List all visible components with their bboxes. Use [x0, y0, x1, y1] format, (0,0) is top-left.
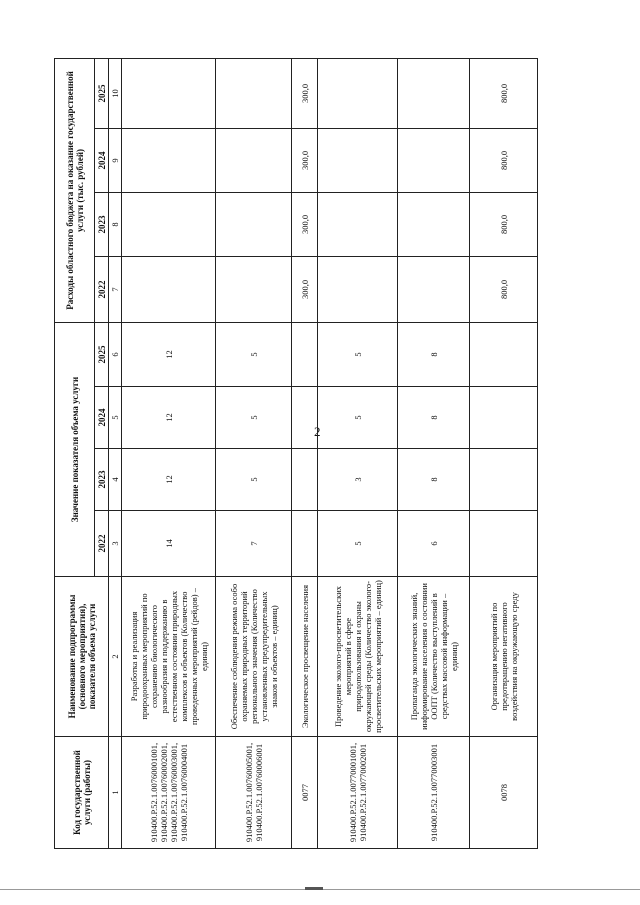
indicator-value: 6: [398, 511, 470, 577]
table-row: [470, 58, 538, 848]
year-header: 2025: [95, 58, 109, 128]
expense-value: [122, 192, 216, 256]
indicator-value: [292, 449, 318, 511]
indicator-value: 8: [398, 322, 470, 386]
expense-value: [318, 256, 398, 322]
column-numbers-row: [109, 58, 122, 848]
expense-value: 800,0: [470, 128, 538, 192]
column-number: 3: [109, 511, 122, 577]
indicator-value: [292, 511, 318, 577]
table-row: [216, 58, 292, 848]
indicator-value: 8: [398, 387, 470, 449]
indicator-value: [470, 322, 538, 386]
indicator-value: 5: [318, 511, 398, 577]
expense-value: 300,0: [292, 256, 318, 322]
column-number: 5: [109, 387, 122, 449]
indicator-value: 5: [318, 322, 398, 386]
expense-value: 800,0: [470, 256, 538, 322]
service-code: 910400.Р.52.1.00760005001, 910400.Р.52.1.00760006001: [216, 737, 292, 849]
indicator-value: 3: [318, 449, 398, 511]
indicator-name: Экологическое просвещение населения: [292, 577, 318, 737]
expense-value: [216, 192, 292, 256]
indicator-value: [470, 449, 538, 511]
year-header: 2022: [95, 256, 109, 322]
indicator-name: Проведение эколого-просветительских мероприятий в сфере природопользования и охраны окружающей среды (Количество эколого-просветительских мероприятий – единиц): [318, 577, 398, 737]
service-code: 0078: [470, 737, 538, 849]
table-row: [398, 58, 470, 848]
expense-value: [318, 58, 398, 128]
expense-value: [398, 256, 470, 322]
table-row: [292, 58, 318, 848]
code-header: Код государственной услуги (работы): [55, 737, 109, 849]
indicator-value: [470, 387, 538, 449]
service-code: 910400.Р.52.1.00770001001, 910400.Р.52.1.00770002001: [318, 737, 398, 849]
page-number: 2: [314, 424, 321, 439]
indicator-value: 12: [122, 387, 216, 449]
indicator-value: [292, 322, 318, 386]
column-number: 7: [109, 256, 122, 322]
indicator-value: 5: [216, 449, 292, 511]
indicator-value: [470, 511, 538, 577]
expense-value: [122, 128, 216, 192]
expense-value: [122, 58, 216, 128]
year-header: 2023: [95, 449, 109, 511]
indicator-value: 12: [122, 322, 216, 386]
indicator-value: 5: [318, 387, 398, 449]
expense-value: [398, 192, 470, 256]
expense-value: 300,0: [292, 58, 318, 128]
year-header: 2023: [95, 192, 109, 256]
indicator-value: 8: [398, 449, 470, 511]
column-number: 6: [109, 322, 122, 386]
year-header: 2024: [95, 387, 109, 449]
year-header: 2024: [95, 128, 109, 192]
name-header: Наименование подпрограммы (основного мероприятия), показателя объема услуги: [55, 577, 109, 737]
year-header: 2025: [95, 322, 109, 386]
expense-value: [398, 58, 470, 128]
service-code: 910400.Р.52.1.00760001001, 910400.Р.52.1.00760002001, 910400.Р.52.1.00760003001, 910400.Р.52.1.00760004001: [122, 737, 216, 849]
indicator-name: Организация мероприятий по предотвращению негативного воздействия на окружающую среду: [470, 577, 538, 737]
rotated-table-wrapper: [54, 59, 527, 849]
expense-value: [216, 128, 292, 192]
indicator-name: Пропаганда экологических знаний, информирование населения о состоянии ООПТ (Количество выступлений в средствах массовой информации – единиц): [398, 577, 470, 737]
indicator-value: 14: [122, 511, 216, 577]
expense-value: [398, 128, 470, 192]
indicator-value: 5: [216, 322, 292, 386]
scan-footer-mark: [305, 887, 323, 890]
indicator-name: Обеспечение соблюдения режима особо охраняемых природных территорий регионального значения (Количество установленных предупредительных знаков и объектов – единиц): [216, 577, 292, 737]
indicator-value: 7: [216, 511, 292, 577]
expenses-header: Расходы областного бюджета на оказание государственной услуги (тыс. рублей): [55, 58, 95, 322]
table-row: [122, 58, 216, 848]
column-number: 1: [109, 737, 122, 849]
year-header: 2022: [95, 511, 109, 577]
expense-value: [318, 128, 398, 192]
expense-value: 300,0: [292, 192, 318, 256]
column-number: 10: [109, 58, 122, 128]
expense-value: [216, 256, 292, 322]
header-row-main: [55, 58, 95, 848]
expense-value: 800,0: [470, 58, 538, 128]
expense-value: [318, 192, 398, 256]
column-number: 4: [109, 449, 122, 511]
indicator-value: 12: [122, 449, 216, 511]
service-code: 0077: [292, 737, 318, 849]
table-row: [318, 58, 398, 848]
indicator-name: Разработка и реализация природоохранных мероприятий по сохранению биологического разнообразия и поддержанию в естественном состоянии природных комплексов и объектов (Количество проведенных мероприятий (рейдов) – единиц): [122, 577, 216, 737]
expense-value: 300,0: [292, 128, 318, 192]
indicator-value: [292, 387, 318, 449]
column-number: 8: [109, 192, 122, 256]
service-code: 910400.Р.52.1.00770003001: [398, 737, 470, 849]
indicator-header: Значение показателя объема услуги: [55, 322, 95, 576]
column-number: 9: [109, 128, 122, 192]
column-number: 2: [109, 577, 122, 737]
expense-value: [216, 58, 292, 128]
expense-value: 800,0: [470, 192, 538, 256]
expense-value: [122, 256, 216, 322]
indicator-value: 5: [216, 387, 292, 449]
services-table: [54, 58, 538, 849]
